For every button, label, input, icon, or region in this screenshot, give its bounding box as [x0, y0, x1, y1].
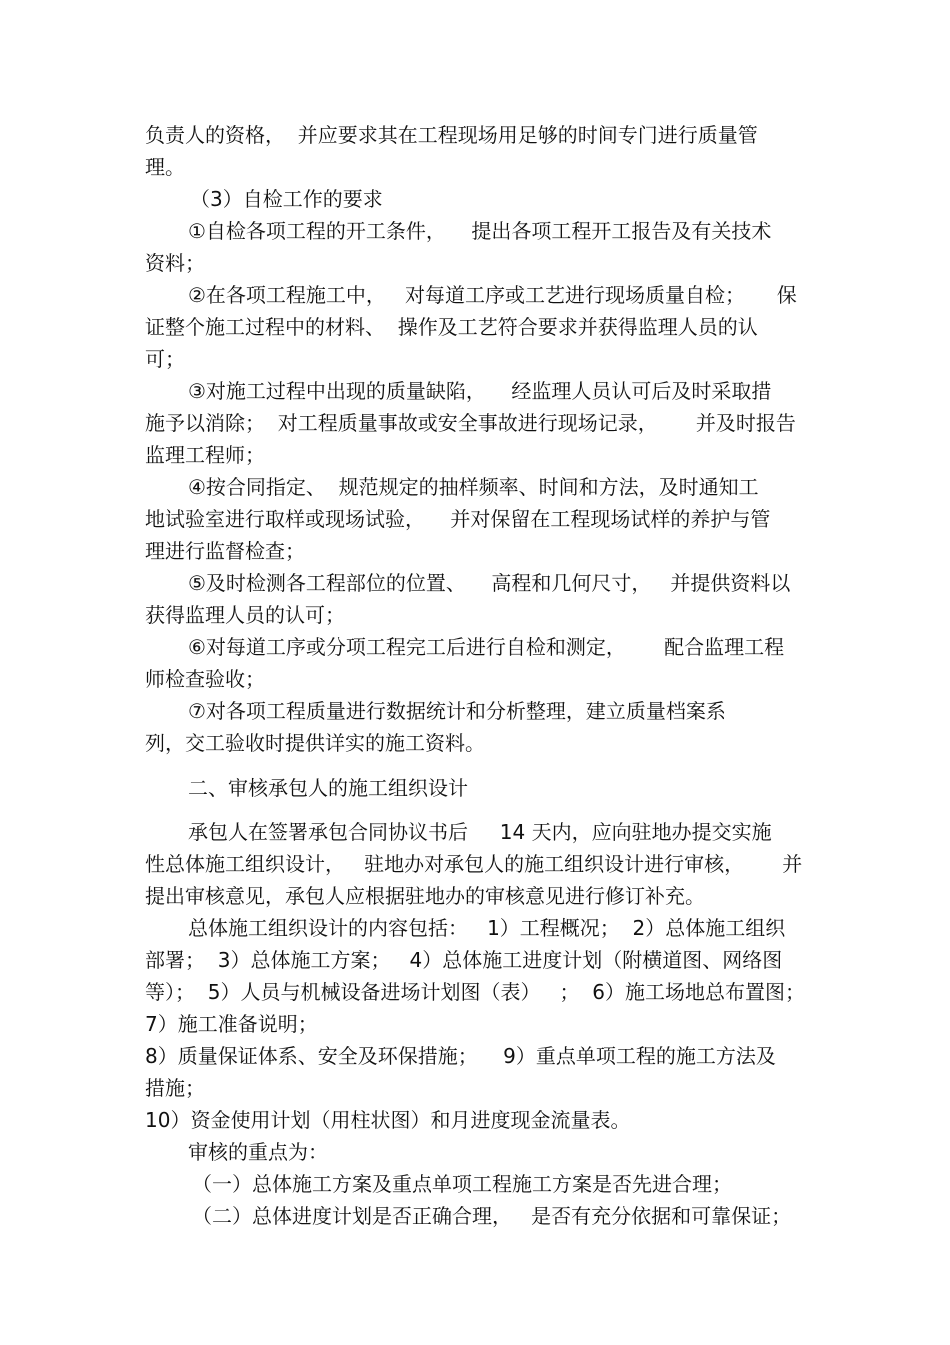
- text-line: 列，交工验收时提供详实的施工资料。: [145, 731, 485, 755]
- list-item: ①自检各项工程的开工条件， 提出各项工程开工报告及有关技术: [188, 219, 772, 243]
- text-line: 施予以消除； 对工程质量事故或安全事故进行现场记录， 并及时报告: [145, 411, 796, 435]
- text-line: 理进行监督检查；: [145, 539, 305, 563]
- section-heading: 二、审核承包人的施工组织设计: [188, 776, 468, 800]
- text-line: 等）； 5）人员与机械设备进场计划图（表） ； 6）施工场地总布置图；: [145, 980, 805, 1004]
- list-item: （二）总体进度计划是否正确合理， 是否有充分依据和可靠保证；: [192, 1204, 792, 1228]
- text-line: 师检查验收；: [145, 667, 265, 691]
- text-line: 10）资金使用计划（用柱状图）和月进度现金流量表。: [145, 1108, 631, 1132]
- section-heading: （3）自检工作的要求: [190, 187, 383, 211]
- text-line: 部署； 3）总体施工方案； 4）总体施工进度计划（附横道图、网络图: [145, 948, 783, 972]
- text-line: 理。: [145, 155, 185, 179]
- list-item: ⑤及时检测各工程部位的位置、 高程和几何尺寸， 并提供资料以: [188, 571, 791, 595]
- list-item: ⑥对每道工序或分项工程完工后进行自检和测定， 配合监理工程: [188, 635, 785, 659]
- text-line: 获得监理人员的认可；: [145, 603, 345, 627]
- list-item: ④按合同指定、 规范规定的抽样频率、时间和方法，及时通知工: [188, 475, 759, 499]
- text-line: 提出审核意见，承包人应根据驻地办的审核意见进行修订补充。: [145, 884, 705, 908]
- text-line: 措施；: [145, 1076, 205, 1100]
- paragraph-line: 承包人在签署承包合同协议书后 14 天内，应向驻地办提交实施: [188, 820, 772, 844]
- text-line: 可；: [145, 347, 185, 371]
- text-line: 资料；: [145, 251, 205, 275]
- paragraph-line: 总体施工组织设计的内容包括： 1）工程概况； 2）总体施工组织: [188, 916, 786, 940]
- text-line: 负责人的资格， 并应要求其在工程现场用足够的时间专门进行质量管: [145, 123, 758, 147]
- text-line: 地试验室进行取样或现场试验， 并对保留在工程现场试样的养护与管: [145, 507, 771, 531]
- text-line: 8）质量保证体系、安全及环保措施； 9）重点单项工程的施工方法及: [145, 1044, 776, 1068]
- list-item: （一）总体施工方案及重点单项工程施工方案是否先进合理；: [192, 1172, 732, 1196]
- list-item: ③对施工过程中出现的质量缺陷， 经监理人员认可后及时采取措: [188, 379, 772, 403]
- paragraph-line: 审核的重点为：: [188, 1140, 328, 1164]
- text-line: 性总体施工组织设计， 驻地办对承包人的施工组织设计进行审核， 并: [145, 852, 803, 876]
- list-item: ②在各项工程施工中， 对每道工序或工艺进行现场质量自检； 保: [188, 283, 797, 307]
- text-line: 监理工程师；: [145, 443, 265, 467]
- text-line: 证整个施工过程中的材料、 操作及工艺符合要求并获得监理人员的认: [145, 315, 758, 339]
- text-line: 7）施工准备说明；: [145, 1012, 318, 1036]
- list-item: ⑦对各项工程质量进行数据统计和分析整理，建立质量档案系: [188, 699, 726, 723]
